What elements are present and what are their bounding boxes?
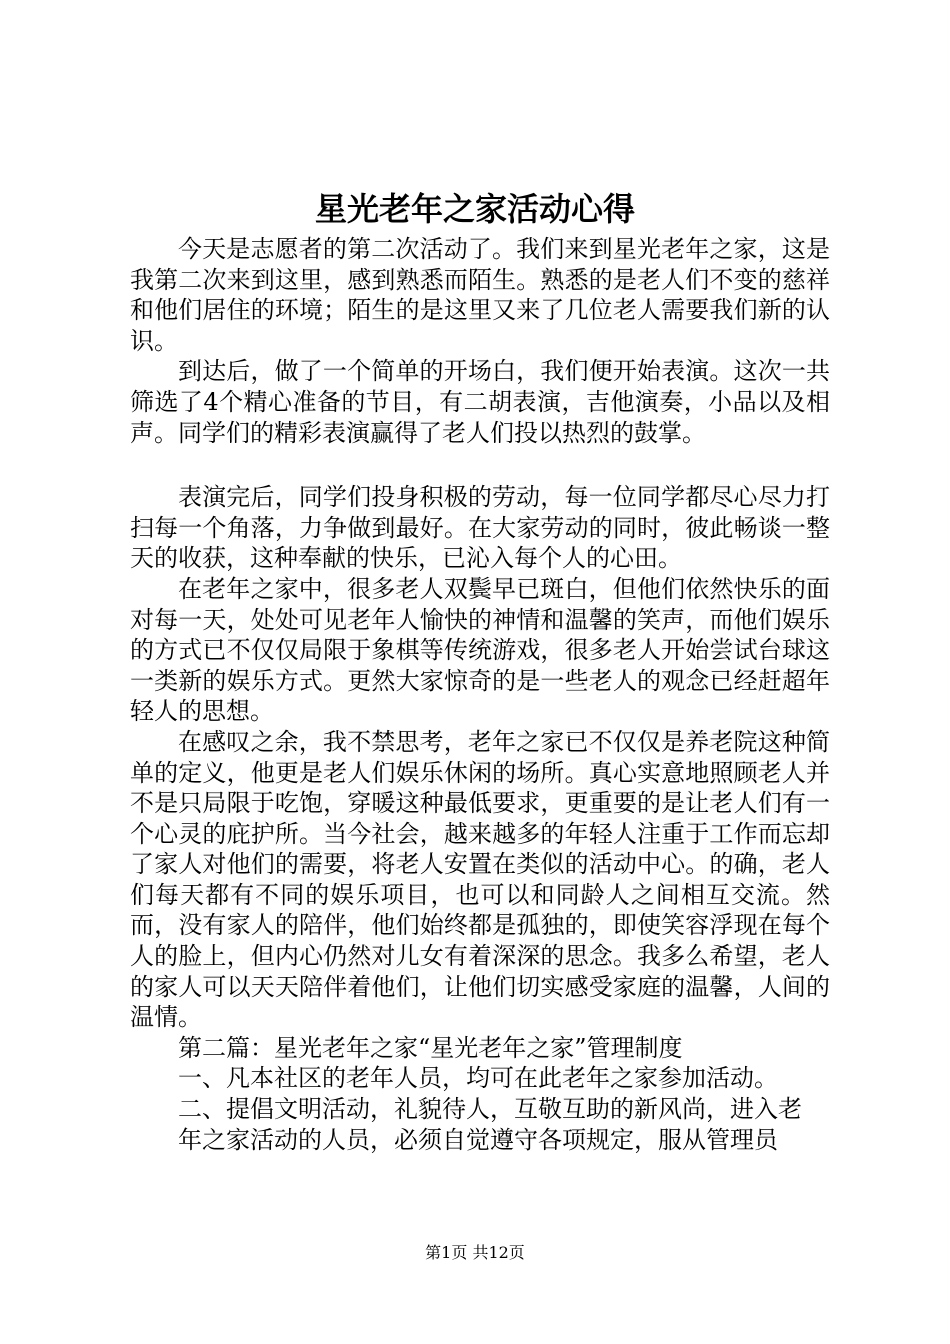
section-heading: 第二篇：星光老年之家“星光老年之家”管理制度 [178,1033,683,1062]
page-number-footer: 第1页 共12页 [425,1243,525,1262]
paragraph-5: 在感叹之余，我不禁思考，老年之家已不仅仅是养老院这种简单的定义，他更是老人们娱乐休闲的场所。真心实意地照顾老人并不是只局限于吃饱，穿暖这种最低要求，更重要的是让老人们有一个心灵的庇护所。当今社会，越来越多的年轻人注重于工作而忘却了家人对他们的需要，将老人安置在类似的活动中心。的确，老人们每天都有不同的娱乐项目，也可以和同龄人之间相互交流。然而，没有家人的陪伴，他们始终都是孤独的，即使笑容浮现在每个人的脸上，但内心仍然对儿女有着深深的思念。我多么希望，老人的家人可以天天陪伴着他们，让他们切实感受家庭的温馨，人间的温情。 [130,727,830,1032]
document-body [130,234,830,1155]
paragraph-4: 在老年之家中，很多老人双鬓早已斑白，但他们依然快乐的面对每一天，处处可见老年人愉快的神情和温馨的笑声，而他们娱乐的方式已不仅仅局限于象棋等传统游戏，很多老人开始尝试台球这一类新的娱乐方式。更然大家惊奇的是一些老人的观念已经赶超年轻人的思想。 [130,574,830,726]
paragraph-3: 表演完后，同学们投身积极的劳动，每一位同学都尽心尽力打扫每一个角落，力争做到最好。在大家劳动的同时，彼此畅谈一整天的收获，这种奉献的快乐，已沁入每个人的心田。 [130,483,830,573]
document-title: 星光老年之家活动心得 [314,190,635,228]
paragraph-1: 今天是志愿者的第二次活动了。我们来到星光老年之家，这是我第二次来到这里，感到熟悉而陌生。熟悉的是老人们不变的慈祥和他们居住的环境；陌生的是这里又来了几位老人需要我们新的认识。 [130,235,830,355]
paragraph-2: 到达后，做了一个简单的开场白，我们便开始表演。这次一共筛选了4个精心准备的节目，有二胡表演，吉他演奏，小品以及相声。同学们的精彩表演赢得了老人们投以热烈的鼓掌。 [130,357,830,447]
rule-item-1: 一、凡本社区的老年人员，均可在此老年之家参加活动。 [178,1064,778,1093]
rule-item-2-continued: 年之家活动的人员，必须自觉遵守各项规定，服从管理员 [178,1125,778,1154]
rule-item-2: 二、提倡文明活动，礼貌待人，互敬互助的新风尚，进入老 [178,1095,802,1124]
